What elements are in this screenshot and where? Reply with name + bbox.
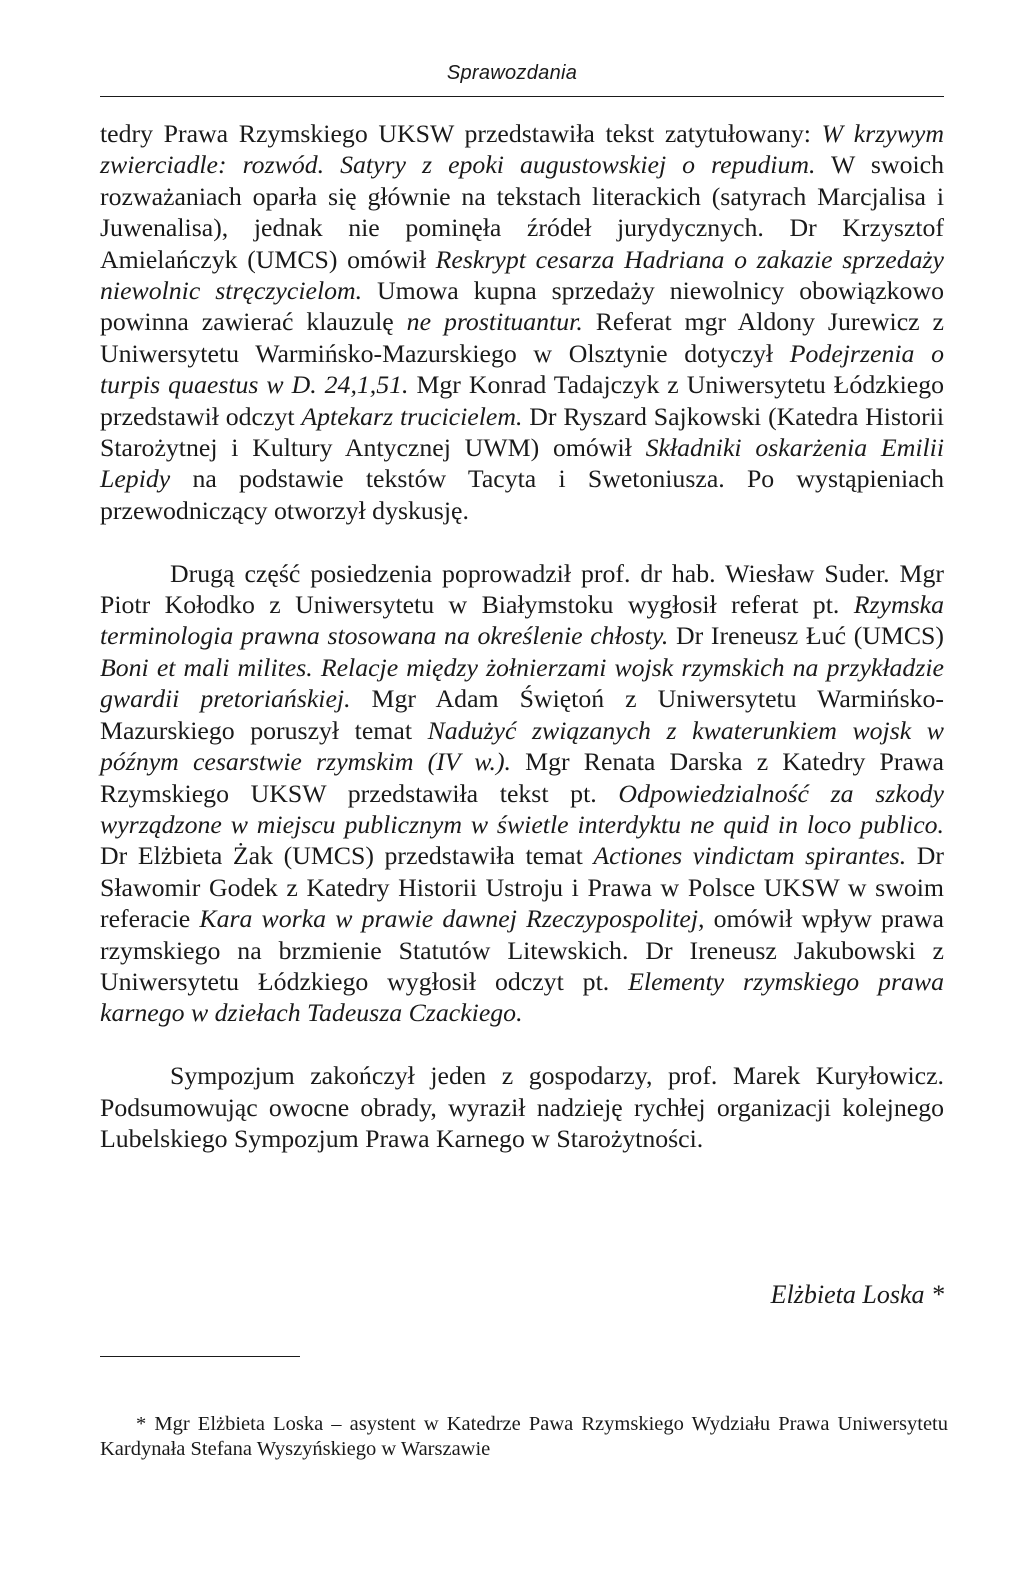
body-text xyxy=(100,118,944,1154)
paragraph-3 xyxy=(100,1060,944,1154)
p1-title-podejrzenia: Podejrzenia o turpis quaestus w D. 24,1,51. xyxy=(100,338,944,400)
p1-text-2: W swoich rozważaniach oparła się głównie na tekstach literackich (satyrach Marcjalisa i Juwenalisa), jednak nie pominęła źródeł jurydycznych. Dr Krzysztof Amielańczyk (UMCS) omówił xyxy=(100,150,944,274)
p1-text-4: Referat mgr Aldony Jurewicz z Uniwersytetu Warmińsko-Mazurskiego w Olsztynie dotyczył xyxy=(100,307,944,368)
p1-text-6: Dr Ryszard Sajkowski (Katedra Historii Starożytnej i Kultury Antycznej UWM) omówił xyxy=(100,401,944,463)
header-rule xyxy=(100,96,944,97)
p2-text-2: Dr Ireneusz Łuć (UMCS) xyxy=(668,621,944,651)
p2-title-kara-worka: Kara worka w prawie dawnej Rzeczypospolitej, xyxy=(199,904,705,934)
author-signature: Elżbieta Loska * xyxy=(770,1280,944,1309)
p2-title-boni: Boni et mali milites. Relacje między żołnierzami wojsk rzymskich na przykładzie gwardii pretoriańskiej. xyxy=(100,652,944,714)
paragraph-1 xyxy=(100,118,944,526)
p1-title-reskrypt: Reskrypt cesarza Hadriana o zakazie sprzedaży niewolnic stręczycielom. xyxy=(100,244,944,306)
p1-text-1: tedry Prawa Rzymskiego UKSW przedstawiła tekst zatytułowany: xyxy=(100,119,822,148)
footnote xyxy=(100,1412,948,1461)
footnote-rule xyxy=(100,1356,300,1357)
p1-text-7: na podstawie tekstów Tacyta i Swetoniusza. Po wystąpieniach przewodniczący otworzył dyskusję. xyxy=(100,464,944,525)
p2-text-4: Mgr Renata Darska z Katedry Prawa Rzymskiego UKSW przedstawiła tekst pt. xyxy=(100,747,944,808)
p1-latin-phrase: ne prostituantur. xyxy=(406,307,583,337)
p2-text-5: Dr Elżbieta Żak (UMCS) przedstawiła temat xyxy=(100,841,594,871)
p2-title-terminologia: Rzymska terminologia prawna stosowana na określenie chłosty. xyxy=(100,590,944,651)
p2-text-7: omówił wpływ prawa rzymskiego na brzmienie Statutów Litewskich. Dr Ireneusz Jakubowski z Uniwersytetu Łódzkiego wygłosił odczyt pt. xyxy=(100,904,944,996)
p1-title-skladniki: Składniki oskarżenia Emilii Lepidy xyxy=(100,433,944,494)
p2-title-elementy: Elementy rzymskiego prawa karnego w dziełach Tadeusza Czackiego. xyxy=(100,966,944,1028)
p2-text-1: Drugą część posiedzenia poprowadził prof. dr hab. Wiesław Suder. Mgr Piotr Kołodko z Uniwersytetu w Białymstoku wygłosił referat pt. xyxy=(100,558,944,620)
p2-text-3: Mgr Adam Świętoń z Uniwersytetu Warmińsko-Mazurskiego poruszył temat xyxy=(100,684,944,745)
p3-text-1: Sympozjum zakończył jeden z gospodarzy, prof. Marek Kuryłowicz. Podsumowując owocne obrady, wyraził nadzieję rychłej organizacji kolejnego Lubelskiego Sympozjum Prawa Karnego w Starożytności. xyxy=(100,1061,944,1153)
footnote-text: * Mgr Elżbieta Loska – asystent w Katedrze Pawa Rzymskiego Wydziału Prawa Uniwersytetu Kardynała Stefana Wyszyńskiego w Warszawie xyxy=(100,1413,948,1460)
p1-title-aptekarz: Aptekarz trucicielem. xyxy=(301,401,523,431)
p2-title-actiones: Actiones vindictam spirantes. xyxy=(593,841,907,871)
p2-title-odpowiedzialnosc: Odpowiedzialność za szkody wyrządzone w miejscu publicznym w świetle interdyktu ne quid in loco publico. xyxy=(100,778,944,839)
p2-title-naduzyc: Nadużyć związanych z kwaterunkiem wojsk w późnym cesarstwie rzymskim (IV w.). xyxy=(100,715,944,777)
p1-title-satyry: W krzywym zwierciadle: rozwód. Satyry z epoki augustowskiej o repudium. xyxy=(100,119,944,180)
paragraph-2 xyxy=(100,558,944,1029)
p1-text-3: Umowa kupna sprzedaży niewolnicy obowiązkowo powinna zawierać klauzulę xyxy=(100,276,944,337)
running-head: Sprawozdania xyxy=(446,62,578,84)
p2-text-6: Dr Sławomir Godek z Katedry Historii Ustroju i Prawa w Polsce UKSW w swoim referacie xyxy=(100,841,944,934)
p1-text-5: Mgr Konrad Tadajczyk z Uniwersytetu Łódzkiego przedstawił odczyt xyxy=(100,370,944,431)
